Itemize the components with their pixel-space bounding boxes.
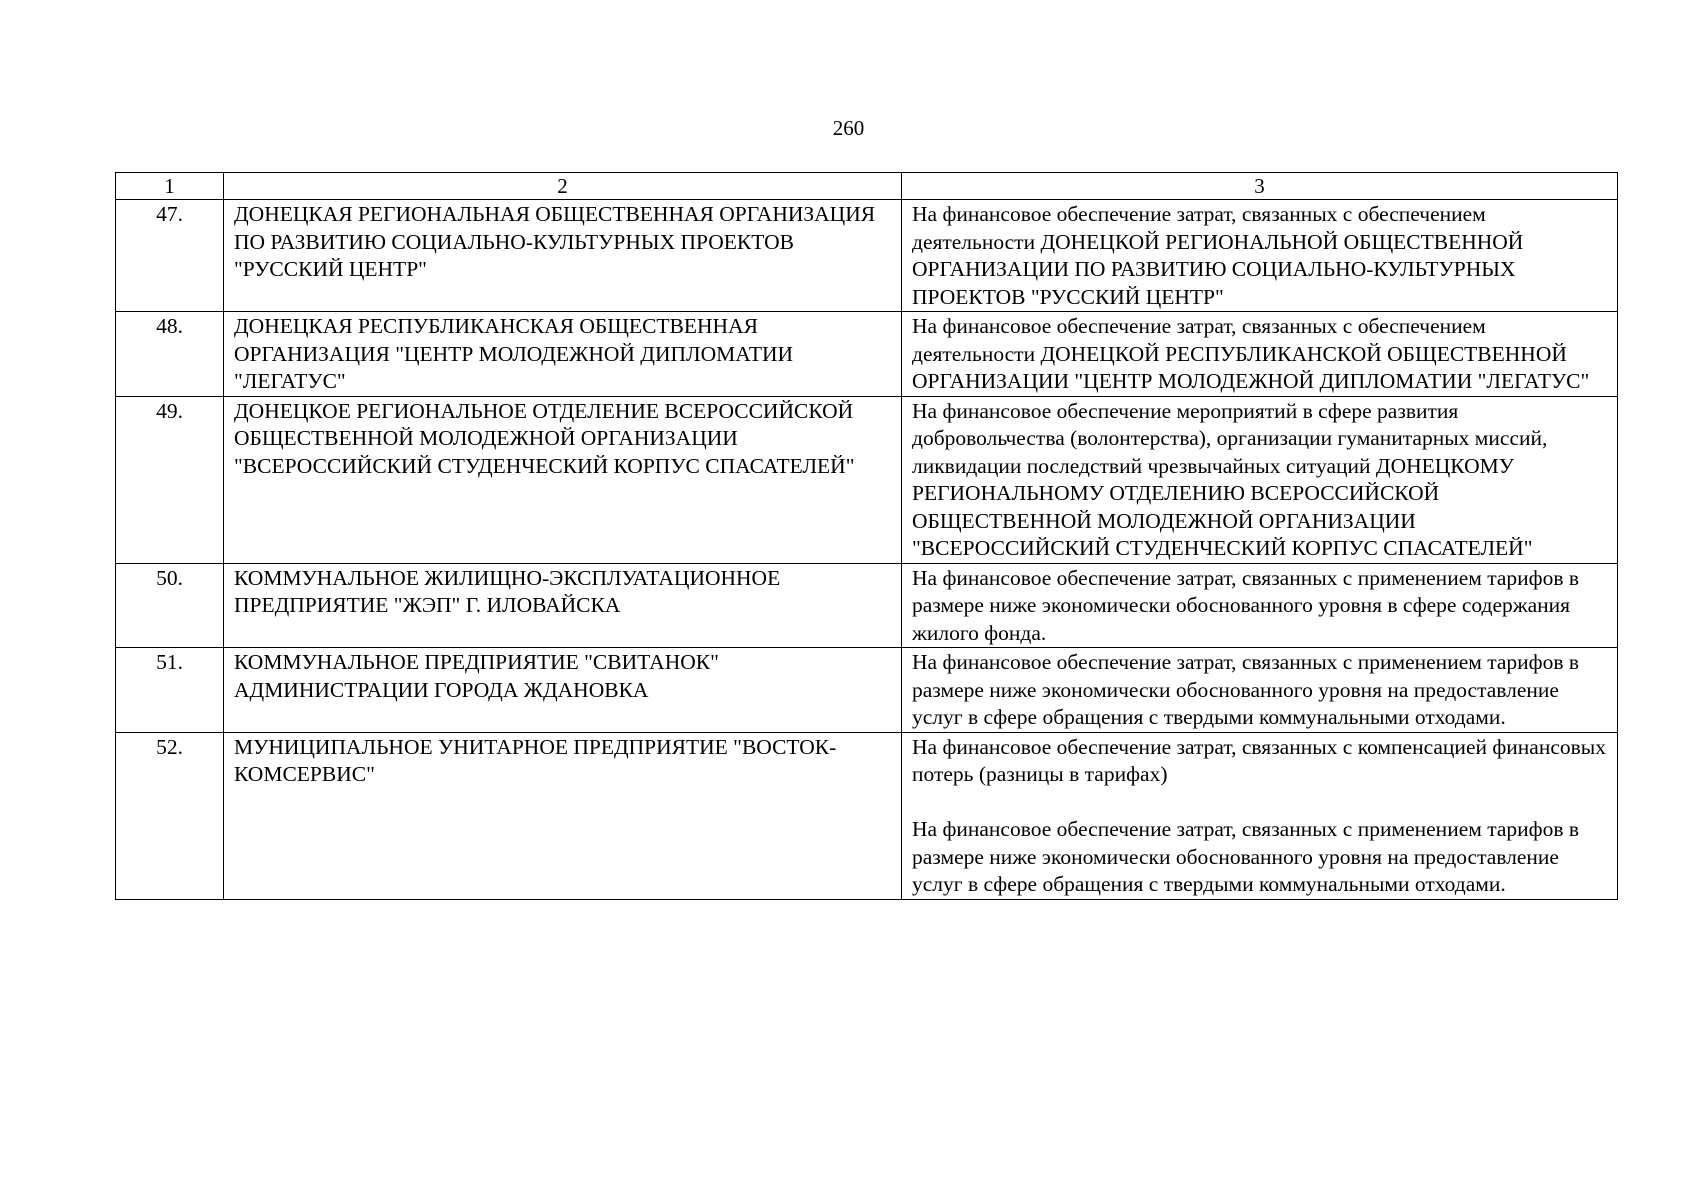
row-number: 49.	[116, 396, 224, 563]
column-header-1: 1	[116, 173, 224, 200]
purpose-paragraph: На финансовое обеспечение затрат, связанных с обеспечением деятельности ДОНЕЦКОЙ РЕСПУБЛИКАНСКОЙ ОБЩЕСТВЕННОЙ ОРГАНИЗАЦИИ "ЦЕНТР МОЛОДЕЖНОЙ ДИПЛОМАТИИ "ЛЕГАТУС"	[912, 314, 1590, 393]
funding-purpose	[902, 200, 1618, 312]
purpose-paragraph: На финансовое обеспечение мероприятий в сфере развития добровольчества (волонтерства), организации гуманитарных миссий, ликвидации последствий чрезвычайных ситуаций ДОНЕЦКОМУ РЕГИОНАЛЬНОМУ ОТДЕЛЕНИЮ ВСЕРОССИЙСКОЙ ОБЩЕСТВЕННОЙ МОЛОДЕЖНОЙ ОРГАНИЗАЦИИ "ВСЕРОССИЙСКИЙ СТУДЕНЧЕСКИЙ КОРПУС СПАСАТЕЛЕЙ"	[912, 398, 1548, 560]
purpose-paragraph: На финансовое обеспечение затрат, связанных с обеспечением деятельности ДОНЕЦКОЙ РЕГИОНАЛЬНОЙ ОБЩЕСТВЕННОЙ ОРГАНИЗАЦИИ ПО РАЗВИТИЮ СОЦИАЛЬНО-КУЛЬТУРНЫХ ПРОЕКТОВ "РУССКИЙ ЦЕНТР"	[912, 202, 1524, 309]
organization-name: ДОНЕЦКАЯ РЕСПУБЛИКАНСКАЯ ОБЩЕСТВЕННАЯ ОРГАНИЗАЦИЯ "ЦЕНТР МОЛОДЕЖНОЙ ДИПЛОМАТИИ "ЛЕГАТУС"	[224, 312, 902, 397]
row-number: 47.	[116, 200, 224, 312]
funding-purpose	[902, 396, 1618, 563]
row-number: 51.	[116, 648, 224, 733]
table-row	[116, 396, 1618, 563]
table-row	[116, 732, 1618, 899]
column-header-2: 2	[224, 173, 902, 200]
funding-purpose	[902, 732, 1618, 899]
paragraph-gap	[912, 789, 1607, 817]
table-row	[116, 563, 1618, 648]
purpose-paragraph: На финансовое обеспечение затрат, связанных с применением тарифов в размере ниже экономически обоснованного уровня в сфере содержания жилого фонда.	[912, 565, 1580, 645]
table-row	[116, 312, 1618, 397]
table-row	[116, 200, 1618, 312]
page-number: 260	[832, 116, 865, 140]
table-body	[116, 173, 1618, 900]
row-number: 48.	[116, 312, 224, 397]
table-header-row	[116, 173, 1618, 200]
funding-purpose	[902, 563, 1618, 648]
funding-purpose	[902, 312, 1618, 397]
organization-name: ДОНЕЦКОЕ РЕГИОНАЛЬНОЕ ОТДЕЛЕНИЕ ВСЕРОССИЙСКОЙ ОБЩЕСТВЕННОЙ МОЛОДЕЖНОЙ ОРГАНИЗАЦИИ "ВСЕРОССИЙСКИЙ СТУДЕНЧЕСКИЙ КОРПУС СПАСАТЕЛЕЙ"	[224, 396, 902, 563]
organization-name: КОММУНАЛЬНОЕ ПРЕДПРИЯТИЕ "СВИТАНОК" АДМИНИСТРАЦИИ ГОРОДА ЖДАНОВКА	[224, 648, 902, 733]
purpose-paragraph: На финансовое обеспечение затрат, связанных с применением тарифов в размере ниже экономически обоснованного уровня на предоставление услуг в сфере обращения с твердыми коммунальными отходами.	[912, 650, 1580, 729]
funding-purpose	[902, 648, 1618, 733]
row-number: 52.	[116, 732, 224, 899]
organization-name: МУНИЦИПАЛЬНОЕ УНИТАРНОЕ ПРЕДПРИЯТИЕ "ВОСТОК-КОМСЕРВИС"	[224, 732, 902, 899]
purpose-paragraph: На финансовое обеспечение затрат, связанных с компенсацией финансовых потерь (разницы в тарифах)	[912, 734, 1606, 786]
organization-name: КОММУНАЛЬНОЕ ЖИЛИЩНО-ЭКСПЛУАТАЦИОННОЕ ПРЕДПРИЯТИЕ "ЖЭП" Г. ИЛОВАЙСКА	[224, 563, 902, 648]
table-row	[116, 648, 1618, 733]
document-table	[115, 172, 1618, 900]
purpose-paragraph: На финансовое обеспечение затрат, связанных с применением тарифов в размере ниже экономически обоснованного уровня на предоставление услуг в сфере обращения с твердыми коммунальными отходами.	[912, 817, 1580, 896]
organization-name: ДОНЕЦКАЯ РЕГИОНАЛЬНАЯ ОБЩЕСТВЕННАЯ ОРГАНИЗАЦИЯ ПО РАЗВИТИЮ СОЦИАЛЬНО-КУЛЬТУРНЫХ ПРОЕКТОВ "РУССКИЙ ЦЕНТР"	[224, 200, 902, 312]
column-header-3: 3	[902, 173, 1618, 200]
row-number: 50.	[116, 563, 224, 648]
